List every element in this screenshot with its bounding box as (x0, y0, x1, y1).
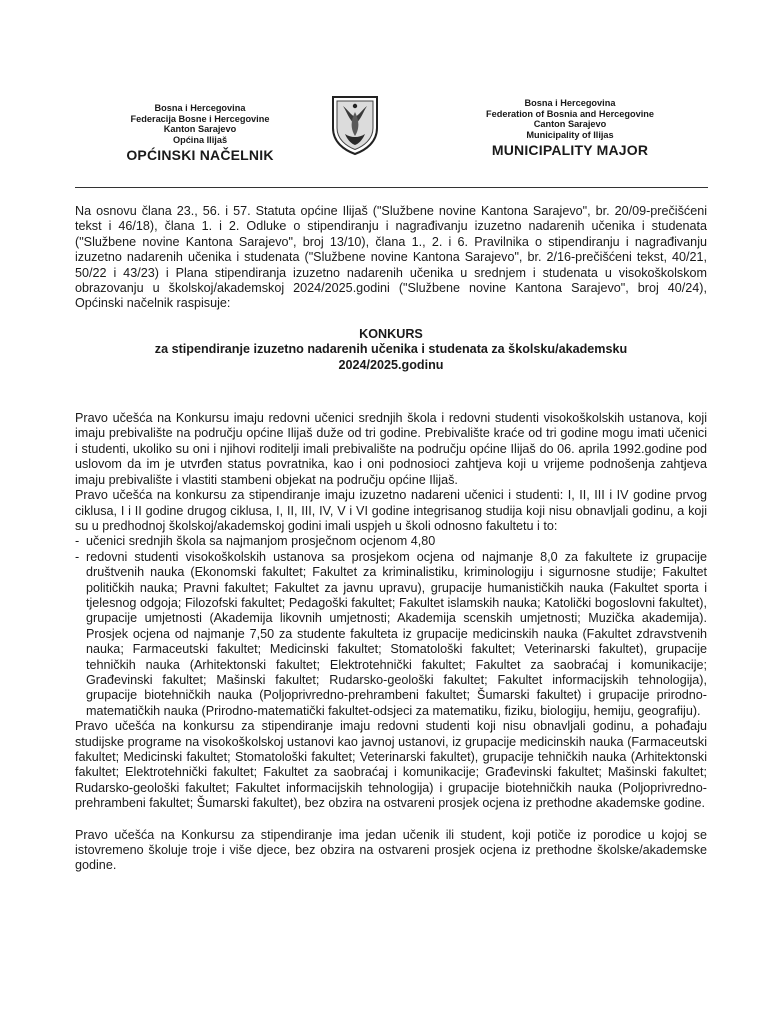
document-body (75, 204, 707, 874)
header-left (70, 103, 330, 163)
header-right-municipality: Municipality of Ilijas (526, 129, 614, 140)
bullet-high-school-text: učenici srednjih škola sa najmanjom prosječnom ocjenom 4,80 (86, 534, 436, 549)
header-left-municipality: Općina Ilijaš (172, 134, 228, 145)
header-left-canton: Kanton Sarajevo (163, 124, 237, 135)
konkurs-title: KONKURS (359, 326, 423, 341)
talented-students-paragraph: Pravo učešća na konkursu za stipendiranje imaju izuzetno nadareni učenici i studenti: I, II, III i IV godine prvog ciklusa, I i II godine drugog ciklusa, I, II, III, IV, V i VI godine integrisanog studija koji nisu obnavljali godinu, a koji su u predhodnoj školskoj/akademskoj godini imali uspjeh u školi odnosno fakultetu i to: (75, 488, 707, 533)
header-right-canton: Canton Sarajevo (533, 119, 607, 130)
header-right (440, 98, 700, 158)
bullet-university-text: redovni studenti visokoškolskih ustanova sa prosjekom ocjena od najmanje 8,0 za fakultete iz grupacije društvenih nauka (Ekonomski fakultet; Fakultet za kriminalistiku, kriminologiju i sigurnosne studije; Fakultet političkih nauka; Pravni fakultet; Fakultet za javnu upravu), grupacije humanističkih nauka (Fakultet sporta i tjelesnog odgoja; Filozofski fakultet; Pedagoški fakultet; Fakultet islamskih nauka; Katolički bogoslovni fakultet), grupacije umjetnosti (Akademija likovnih umjetnosti; Akademija scenskih umjetnosti; Muzička akademija). Prosjek ocjena od najmanje 7,50 za studente fakulteta iz grupacije medicinskih nauka (Fakultet zdravstvenih nauka; Farmaceutski fakultet; Medicinski fakultet; Stomatološki fakultet; Veterinarski fakultet), grupacije tehničkih nauka (Arhitektonski fakultet; Elektrotehnički fakultet; Fakultet za saobraćaj i komunikacije; Građevinski fakultet; Mašinski fakultet; Rudarsko-geološki fakultet; Fakultet informacijskih tehnologija), grupacije biotehničkih nauka (Poljoprivredno-prehrambeni fakultet; Šumarski fakultet) i grupacije prirodno-matematičkih nauka (Prirodno-matematički fakultet-odsjeci za matematiku, fiziku, biologiju, hemiju, geografiju). (86, 549, 707, 718)
header-divider (75, 187, 708, 188)
header-right-title: MUNICIPALITY MAJOR (491, 142, 649, 159)
header-left-federation: Federacija Bosne i Hercegovine (130, 113, 270, 124)
family-paragraph: Pravo učešća na Konkursu za stipendiranje ima jedan učenik ili student, koji potiče iz porodice u kojoj se istovremeno školuje troje i više djece, bez obzira na ostvareni prosjek ocjena iz prethodne školske/akademske godine. (75, 827, 707, 873)
eligibility-paragraph: Pravo učešća na Konkursu imaju redovni učenici srednjih škola i redovni studenti visokoškolskih ustanova, koji imaju prebivalište na području općine Ilijaš duže od tri godine. Prebivalište kraće od tri godine mogu imati učenici i studenti, ukoliko su oni i njihovi roditelji imali prebivalište na području općine Ilijaš do 06. aprila 1992.godine pod uslovom da im je utvrđen status povratnika, kao i oni podnosioci zahtjeva koji u vrijeme podnošenja zahtjeva imaju prebivalište i vlastiti stambeni objekat na području općine Ilijaš. (75, 411, 707, 487)
header-right-country: Bosna i Hercegovina (524, 98, 616, 108)
konkurs-title-block (75, 327, 707, 373)
header-left-country: Bosna i Hercegovina (154, 103, 246, 113)
municipal-crest-icon (329, 94, 381, 156)
public-institution-paragraph: Pravo učešća na konkursu za stipendiranje imaju redovni studenti koji nisu obnavljali godinu, a pohađaju studijske programe na visokoškolskoj ustanovi kao javnoj ustanovi, iz grupacije medicinskih nauka (Farmaceutski fakultet; Medicinski fakultet; Stomatološki fakultet; Veterinarski fakultet), grupacije tehničkih nauka (Arhitektonski fakultet; Elektrotehnički fakultet; Fakultet za saobraćaj i komunikacije; Građevinski fakultet; Mašinski fakultet; Rudarsko-geološki fakultet; Fakultet informacijskih tehnologija) i grupacije biotehničkih nauka (Poljoprivredno-prehrambeni fakultet; Šumarski fakultet), bez obzira na ostvareni prosjek ocjena iz prethodne akademske godine. (75, 719, 707, 811)
list-item: - učenici srednjih škola sa najmanjom prosječnom ocjenom 4,80 (75, 534, 436, 549)
konkurs-subtitle: za stipendiranje izuzetno nadarenih učenika i studenata za školsku/akademsku (154, 342, 628, 357)
header-left-title: OPĆINSKI NAČELNIK (126, 147, 274, 164)
header-right-federation: Federation of Bosnia and Hercegovine (486, 108, 654, 119)
list-item: - redovni studenti visokoškolskih ustanova sa prosjekom ocjena od najmanje 8,0 za fakultete iz grupacije društvenih nauka (Ekonomski fakultet; Fakultet za kriminalistiku, kriminologiju i sigurnosne studije; Fakultet političkih nauka; Pravni fakultet; Fakultet za javnu upravu), grupacije humanističkih nauka (Fakultet sporta i tjelesnog odgoja; Filozofski fakultet; Pedagoški fakultet; Fakultet islamskih nauka; Katolički bogoslovni fakultet), grupacije umjetnosti (Akademija likovnih umjetnosti; Akademija scenskih umjetnosti; Muzička akademija). Prosjek ocjena od najmanje 7,50 za studente fakulteta iz grupacije medicinskih nauka (Fakultet zdravstvenih nauka; Farmaceutski fakultet; Medicinski fakultet; Stomatološki fakultet; Veterinarski fakultet), grupacije tehničkih nauka (Arhitektonski fakultet; Elektrotehnički fakultet; Fakultet za saobraćaj i komunikacije; Građevinski fakultet; Mašinski fakultet; Rudarsko-geološki fakultet; Fakultet informacijskih tehnologija), grupacije biotehničkih nauka (Poljoprivredno-prehrambeni fakultet; Šumarski fakultet) i grupacije prirodno-matematičkih nauka (Prirodno-matematički fakultet-odsjeci za matematiku, fiziku, biologiju, hemiju, geografiju). (75, 549, 707, 718)
intro-paragraph: Na osnovu člana 23., 56. i 57. Statuta općine Ilijaš ("Službene novine Kantona Sarajevo", br. 20/09-prečišćeni tekst i 46/18), člana 1. i 2. Odluke o stipendiranju i nagrađivanju izuzetno nadarenih učenika i studenata ("Službene novine Kantona Sarajevo", broj 13/10), člana 1., 2. i 6. Pravilnika o stipendiranju i nagrađivanju izuzetno nadarenih učenika i studenata ("Službene novine Kantona Sarajevo", br. 2/16-prečišćeni tekst, 40/21, 50/22 i 43/23) i Plana stipendiranja izuzetno nadarenih učenika u srednjem i studenata u visokoškolskom obrazovanju u školskoj/akademskoj 2024/2025.godini ("Službene novine Kantona Sarajevo", broj 40/24), Općinski načelnik raspisuje: (75, 204, 707, 311)
konkurs-year: 2024/2025.godinu (338, 357, 444, 372)
